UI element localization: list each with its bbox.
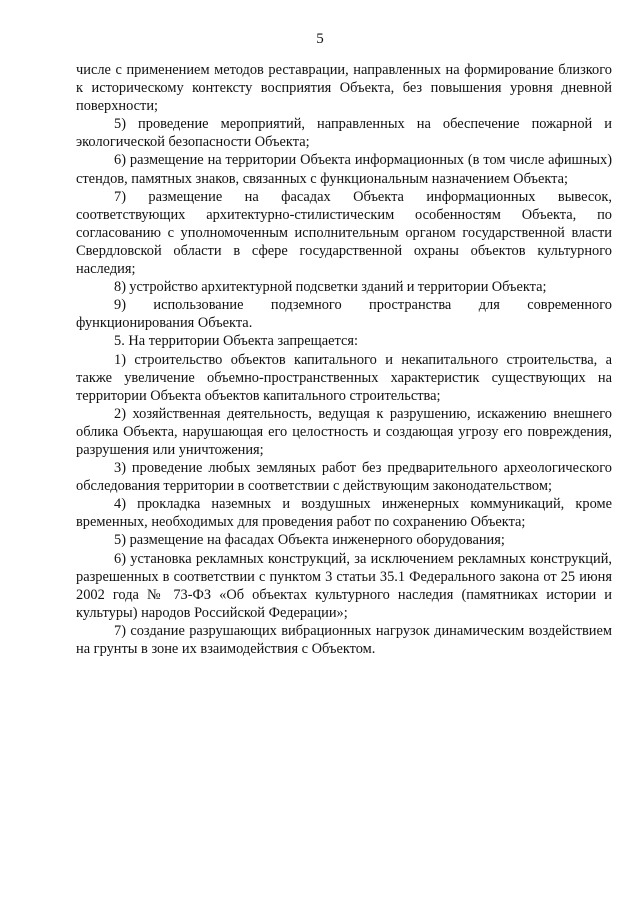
paragraph-item-8-lighting: 8) устройство архитектурной подсветки зданий и территории Объекта; bbox=[114, 279, 547, 296]
paragraph-item-9-underground: 9) использование подземного пространства для современного функционирования Объекта. bbox=[76, 297, 612, 332]
document-body bbox=[76, 61, 612, 658]
paragraph-continuation: числе с применением методов реставрации, направленных на формирование близкого к историческому контексту восприятия Объекта, без повышения уровня дневной поверхности; bbox=[76, 62, 612, 115]
prohibition-item-3: 3) проведение любых земляных работ без предварительного археологического обследования территории в соответствии с действующим законодательством; bbox=[76, 460, 612, 495]
prohibition-item-7: 7) создание разрушающих вибрационных нагрузок динамическим воздействием на грунты в зоне их взаимодействия с Объектом. bbox=[76, 622, 612, 657]
prohibition-item-5: 5) размещение на фасадах Объекта инженерного оборудования; bbox=[114, 532, 505, 549]
prohibition-item-6: 6) установка рекламных конструкций, за исключением рекламных конструкций, разрешенных в соответствии с пунктом 3 статьи 35.1 Федерального закона от 25 июня 2002 года № 73-ФЗ «Об объектах культурного наследия (памятниках истории и культуры) народов Российской Федерации»; bbox=[76, 550, 612, 621]
prohibition-item-1: 1) строительство объектов капитального и некапитального строительства, а также увеличение объемно-пространственных характеристик существующих на территории Объекта объектов капитального строительства; bbox=[76, 351, 612, 404]
section-5-heading: 5. На территории Объекта запрещается: bbox=[114, 333, 358, 350]
prohibition-item-4: 4) прокладка наземных и воздушных инженерных коммуникаций, кроме временных, необходимых для проведения работ по сохранению Объекта; bbox=[76, 496, 612, 531]
paragraph-item-5-fire-safety: 5) проведение мероприятий, направленных на обеспечение пожарной и экологической безопасности Объекта; bbox=[76, 116, 612, 151]
page-number: 5 bbox=[316, 31, 324, 47]
prohibition-item-2: 2) хозяйственная деятельность, ведущая к разрушению, искажению внешнего облика Объекта, нарушающая его целостность и создающая угрозу его повреждения, разрушения или уничтожения; bbox=[76, 405, 612, 458]
paragraph-item-7-signage: 7) размещение на фасадах Объекта информационных вывесок, соответствующих архитектурно-стилистическим особенностям Объекта, по согласованию с уполномоченным исполнительным органом государственной власти Свердловской области в сфере государственной охраны объектов культурного наследия; bbox=[76, 188, 612, 278]
paragraph-item-6-info-stands: 6) размещение на территории Объекта информационных (в том числе афишных) стендов, памятных знаков, связанных с функциональным назначением Объекта; bbox=[76, 152, 612, 187]
